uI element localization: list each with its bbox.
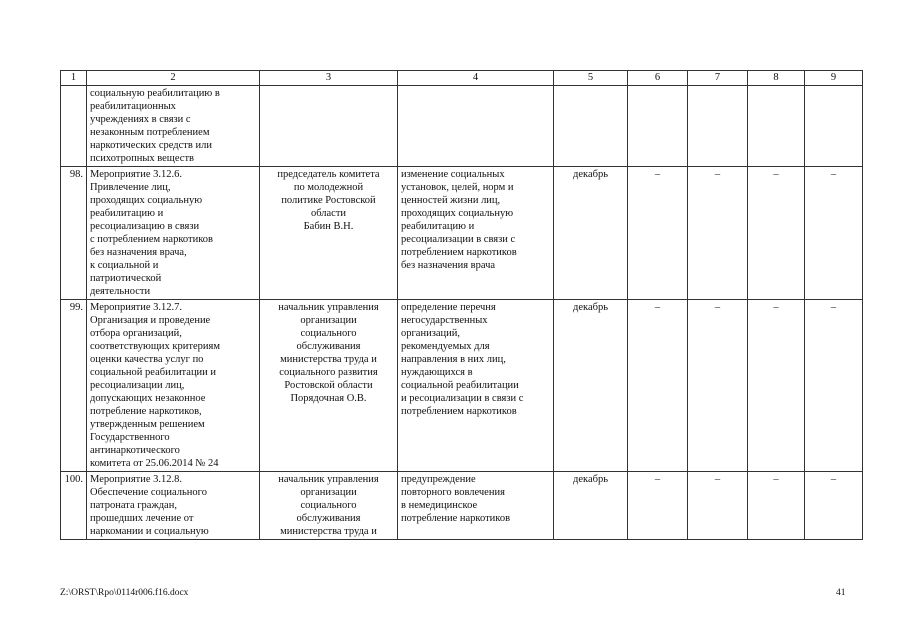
measure-cell-line: допускающих незаконное <box>90 393 206 404</box>
measure-cell-line: прошедших лечение от <box>90 513 194 524</box>
col-header-6: 6 <box>628 71 688 86</box>
measure-cell-line: оценки качества услуг по <box>90 354 204 365</box>
measure-cell-line: наркомании и социальную <box>90 526 209 537</box>
measure-cell-line: отбора организаций, <box>90 328 182 339</box>
deadline-cell: декабрь <box>554 167 628 300</box>
measure-cell-line: социальную реабилитацию в <box>90 88 220 99</box>
executor-cell-line: социального <box>300 500 357 511</box>
row-number <box>61 86 87 167</box>
file-path: Z:\ORST\Rpo\0114r006.f16.docx <box>60 588 189 598</box>
measure-cell-line: социальной реабилитации и <box>90 367 217 378</box>
measure-cell-line: деятельности <box>90 286 151 297</box>
measure-cell <box>87 472 260 540</box>
measure-cell-line: патриотической <box>90 273 162 284</box>
page-number: 41 <box>836 588 846 598</box>
header-row <box>61 71 863 86</box>
result-cell-line: и ресоциализации в связи с <box>401 393 524 404</box>
measure-cell-line: без назначения врача, <box>90 247 187 258</box>
measure-cell-line: потребление наркотиков, <box>90 406 202 417</box>
result-cell-line: направления в них лиц, <box>401 354 506 365</box>
col-header-9: 9 <box>805 71 863 86</box>
result-cell-line: потреблением наркотиков <box>401 247 517 258</box>
measure-cell-line: Мероприятие 3.12.6. <box>90 169 183 180</box>
executor-cell-line: по молодежной <box>293 182 364 193</box>
deadline-cell: декабрь <box>554 472 628 540</box>
measure-cell-line: Мероприятие 3.12.8. <box>90 474 183 485</box>
measure-cell-line: к социальной и <box>90 260 159 271</box>
col6-cell: – <box>628 472 688 540</box>
executor-cell-line: начальник управления <box>278 302 379 313</box>
executor-cell <box>260 472 398 540</box>
col8-cell <box>748 86 805 167</box>
executor-cell-line: министерства труда и <box>280 354 377 365</box>
measure-cell-line: комитета от 25.06.2014 № 24 <box>90 458 219 469</box>
result-cell <box>398 300 554 472</box>
col-header-3: 3 <box>260 71 398 86</box>
result-cell-line: изменение социальных <box>401 169 505 180</box>
executor-cell <box>260 167 398 300</box>
result-cell-line: проходящих социальную <box>401 208 514 219</box>
col8-cell: – <box>748 167 805 300</box>
table-row <box>61 472 863 540</box>
result-cell-line: предупреждение <box>401 474 476 485</box>
col9-cell: – <box>805 472 863 540</box>
result-cell-line: негосударственных <box>401 315 488 326</box>
row-number: 98. <box>61 167 87 300</box>
result-cell-line: реабилитацию и <box>401 221 475 232</box>
measure-cell-line: антинаркотического <box>90 445 180 456</box>
measure-cell-line: учреждениях в связи с <box>90 114 191 125</box>
measure-cell-line: проходящих социальную <box>90 195 203 206</box>
row-number: 99. <box>61 300 87 472</box>
col-header-7: 7 <box>688 71 748 86</box>
executor-cell-line: политике Ростовской <box>281 195 376 206</box>
col7-cell: – <box>688 472 748 540</box>
executor-cell-line: Ростовской области <box>284 380 373 391</box>
row-number: 100. <box>61 472 87 540</box>
executor-cell-line: социального <box>300 328 357 339</box>
col6-cell <box>628 86 688 167</box>
result-cell-line: организаций, <box>401 328 460 339</box>
result-cell <box>398 472 554 540</box>
measure-cell-line: Обеспечение социального <box>90 487 207 498</box>
result-cell-line: определение перечня <box>401 302 496 313</box>
result-cell-line: в немедицинское <box>401 500 478 511</box>
executor-cell-line: организации <box>300 315 357 326</box>
measure-cell-line: психотропных веществ <box>90 153 195 164</box>
measure-cell-line: Государственного <box>90 432 170 443</box>
executor-cell-line: Порядочная О.В. <box>290 393 367 404</box>
measure-cell-line: ресоциализацию в связи <box>90 221 200 232</box>
measure-cell-line: реабилитацию и <box>90 208 164 219</box>
measure-cell <box>87 86 260 167</box>
col7-cell: – <box>688 167 748 300</box>
executor-cell-line: Бабин В.Н. <box>303 221 354 232</box>
result-cell <box>398 86 554 167</box>
executor-cell-line: организации <box>300 487 357 498</box>
result-cell-line: потребление наркотиков <box>401 513 511 524</box>
measure-cell-line: утвержденным решением <box>90 419 205 430</box>
measure-cell-line: с потреблением наркотиков <box>90 234 213 245</box>
col9-cell: – <box>805 300 863 472</box>
executor-cell-line: председатель комитета <box>277 169 380 180</box>
col-header-5: 5 <box>554 71 628 86</box>
table-row <box>61 300 863 472</box>
result-cell-line: потреблением наркотиков <box>401 406 517 417</box>
executor-cell-line: области <box>310 208 347 219</box>
result-cell <box>398 167 554 300</box>
col-header-4: 4 <box>398 71 554 86</box>
measure-cell-line: наркотических средств или <box>90 140 212 151</box>
col8-cell: – <box>748 300 805 472</box>
deadline-cell: декабрь <box>554 300 628 472</box>
deadline-cell <box>554 86 628 167</box>
measure-cell-line: Мероприятие 3.12.7. <box>90 302 183 313</box>
executor-cell-line: социального развития <box>279 367 378 378</box>
executor-cell <box>260 300 398 472</box>
result-cell-line: установок, целей, норм и <box>401 182 514 193</box>
result-cell-line: рекомендуемых для <box>401 341 490 352</box>
col6-cell: – <box>628 300 688 472</box>
executor-cell <box>260 86 398 167</box>
result-cell-line: ресоциализации в связи с <box>401 234 516 245</box>
col7-cell: – <box>688 300 748 472</box>
result-cell-line: повторного вовлечения <box>401 487 505 498</box>
col6-cell: – <box>628 167 688 300</box>
col-header-2: 2 <box>87 71 260 86</box>
col9-cell <box>805 86 863 167</box>
measure-cell-line: Привлечение лиц, <box>90 182 171 193</box>
col7-cell <box>688 86 748 167</box>
table-row <box>61 167 863 300</box>
result-cell-line: нуждающихся в <box>401 367 473 378</box>
table-row <box>61 86 863 167</box>
col8-cell: – <box>748 472 805 540</box>
executor-cell-line: обслуживания <box>296 513 361 524</box>
executor-cell-line: начальник управления <box>278 474 379 485</box>
measure-cell-line: соответствующих критериям <box>90 341 220 352</box>
measure-cell-line: незаконным потреблением <box>90 127 210 138</box>
executor-cell-line: обслуживания <box>296 341 361 352</box>
result-cell-line: без назначения врача <box>401 260 496 271</box>
measure-cell-line: патроната граждан, <box>90 500 177 511</box>
col9-cell: – <box>805 167 863 300</box>
measure-cell-line: ресоциализации лиц, <box>90 380 185 391</box>
measure-cell <box>87 300 260 472</box>
plan-table <box>60 70 863 540</box>
measure-cell-line: реабилитационных <box>90 101 176 112</box>
executor-cell-line: министерства труда и <box>280 526 377 537</box>
result-cell-line: ценностей жизни лиц, <box>401 195 501 206</box>
result-cell-line: социальной реабилитации <box>401 380 519 391</box>
col-header-1: 1 <box>61 71 87 86</box>
col-header-8: 8 <box>748 71 805 86</box>
measure-cell-line: Организация и проведение <box>90 315 211 326</box>
measure-cell <box>87 167 260 300</box>
